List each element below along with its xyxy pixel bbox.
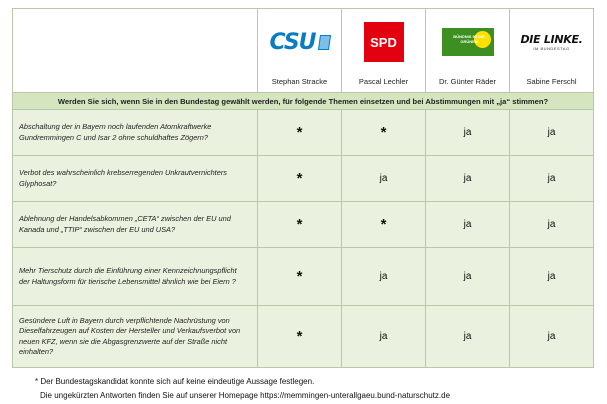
answer-cell: * [258,248,342,306]
candidate-name: Dr. Günter Räder [438,77,497,86]
party-cell-gruene [426,9,510,93]
question-text: Abschaltung der in Bayern noch laufenden Atomkraftwerke Gundremmingen C und Isar 2 ohne schuldhaftes Zögern? [13,110,258,156]
answer-cell: * [258,202,342,248]
question-header: Werden Sie sich, wenn Sie in den Bundestag gewählt werden, für folgende Themen einsetzen und bei Abstimmungen mit „ja“ stimmen? [13,93,594,110]
table-row [13,202,594,248]
table-row [13,110,594,156]
answer-cell: ja [426,110,510,156]
party-cell-linke [510,9,594,93]
answer-cell: ja [510,306,594,368]
answer-cell: ja [426,248,510,306]
question-text: Gesündere Luft in Bayern durch verpflichtende Nachrüstung von Dieselfahrzeugen auf Kosten der Hersteller und Verkaufsverbot von neuen KFZ, wenn sie die Abgasgrenzwerte auf der Straße nicht einhalten? [13,306,258,368]
candidate-name: Pascal Lechler [358,77,409,86]
answer-cell: * [258,156,342,202]
answer-cell: ja [342,248,426,306]
csu-logo: CSU [258,19,341,65]
answer-cell: * [258,306,342,368]
candidate-name: Stephan Stracke [271,77,328,86]
answer-cell: * [258,110,342,156]
answer-cell: ja [510,156,594,202]
question-text: Mehr Tierschutz durch die Einführung einer Kennzeichnungspflicht der Haltungsform für tierische Lebensmittel ähnlich wie bei Eiern ? [13,248,258,306]
homepage-note: Die ungekürzten Antworten finden Sie auf unserer Homepage https://memmingen-unterallgaeu.bund-naturschutz.de [40,391,451,400]
party-header-row [13,9,594,93]
table-row [13,248,594,306]
table-row [13,306,594,368]
question-text: Verbot des wahrscheinlich krebserregenden Unkrautvernichters Glyphosat? [13,156,258,202]
answer-cell: ja [510,248,594,306]
answer-cell: ja [510,202,594,248]
csu-emblem-icon [317,35,330,50]
header-blank-cell [13,9,258,93]
linke-logo: DIE LINKE. IM BUNDESTAG [520,33,583,51]
footnote: * Der Bundestagskandidat konnte sich auf keine eindeutige Aussage festlegen. [35,377,315,386]
table-row [13,156,594,202]
candidate-name: Sabine Ferschl [526,77,577,86]
answer-cell: ja [426,306,510,368]
answer-cell: ja [342,306,426,368]
gruene-logo: BÜNDNIS 90 DIE GRÜNEN [426,19,509,65]
candidate-survey-table [12,8,594,368]
answer-cell: * [342,110,426,156]
answer-cell: * [342,202,426,248]
answer-cell: ja [342,156,426,202]
party-cell-csu [258,9,342,93]
party-cell-spd [342,9,426,93]
answer-cell: ja [510,110,594,156]
spd-logo: SPD [342,19,425,65]
answer-cell: ja [426,156,510,202]
question-text: Ablehnung der Handelsabkommen „CETA“ zwischen der EU und Kanada und „TTIP“ zwischen der EU und USA? [13,202,258,248]
answer-cell: ja [426,202,510,248]
